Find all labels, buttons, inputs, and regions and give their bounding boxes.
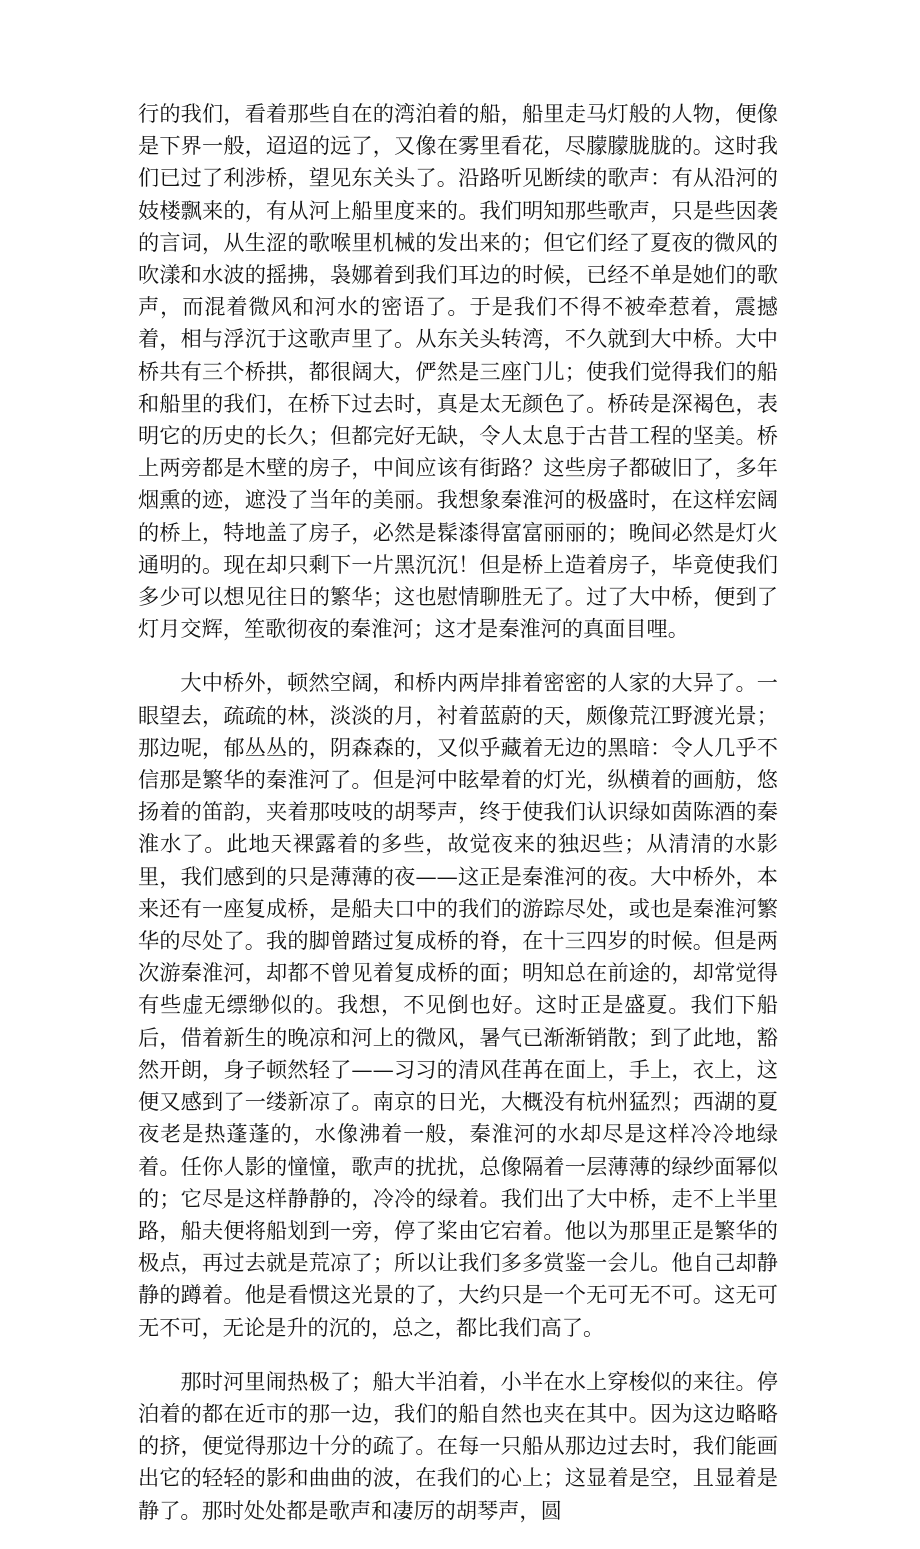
paragraph-1: 行的我们，看着那些自在的湾泊着的船，船里走马灯般的人物，便像是下界一般，迢迢的远了，又像在雾里看花，尽朦朦胧胧的。这时我们已过了利涉桥，望见东关头了。沿路听见断续的歌声：有从沿河的妓楼飘来的，有从河上船里度来的。我们明知那些歌声，只是些因袭的言词，从生涩的歌喉里机械的发出来的；但它们经了夏夜的微风的吹漾和水波的摇拂，袅娜着到我们耳边的时候，已经不单是她们的歌声，而混着微风和河水的密语了。于是我们不得不被牵惹着，震撼着，相与浮沉于这歌声里了。从东关头转湾，不久就到大中桥。大中桥共有三个桥拱，都很阔大，俨然是三座门儿；使我们觉得我们的船和船里的我们，在桥下过去时，真是太无颜色了。桥砖是深褐色，表明它的历史的长久；但都完好无缺，令人太息于古昔工程的坚美。桥上两旁都是木壁的房子，中间应该有街路？这些房子都破旧了，多年烟熏的迹，遮没了当年的美丽。我想象秦淮河的极盛时，在这样宏阔的桥上，特地盖了房子，必然是髹漆得富富丽丽的；晚间必然是灯火通明的。现在却只剩下一片黑沉沉！但是桥上造着房子，毕竟使我们多少可以想见往日的繁华；这也慰情聊胜无了。过了大中桥，便到了灯月交辉，笙歌彻夜的秦淮河；这才是秦淮河的真面目哩。 — [138, 101, 778, 642]
paragraph-2: 大中桥外，顿然空阔，和桥内两岸排着密密的人家的大异了。一眼望去，疏疏的林，淡淡的月，衬着蓝蔚的天，颇像荒江野渡光景；那边呢，郁丛丛的，阴森森的，又似乎藏着无边的黑暗：令人几乎不信那是繁华的秦淮河了。但是河中眩晕着的灯光，纵横着的画舫，悠扬着的笛韵，夹着那吱吱的胡琴声，终于使我们认识绿如茵陈酒的秦淮水了。此地天裸露着的多些，故觉夜来的独迟些；从清清的水影里，我们感到的只是薄薄的夜——这正是秦淮河的夜。大中桥外，本来还有一座复成桥，是船夫口中的我们的游踪尽处，或也是秦淮河繁华的尽处了。我的脚曾踏过复成桥的脊，在十三四岁的时候。但是两次游秦淮河，却都不曾见着复成桥的面；明知总在前途的，却常觉得有些虚无缥缈似的。我想，不见倒也好。这时正是盛夏。我们下船后，借着新生的晚凉和河上的微风，暑气已渐渐销散；到了此地，豁然开朗，身子顿然轻了——习习的清风荏苒在面上，手上，衣上，这便又感到了一缕新凉了。南京的日光，大概没有杭州猛烈；西湖的夏夜老是热蓬蓬的，水像沸着一般，秦淮河的水却尽是这样冷冷地绿着。任你人影的憧憧，歌声的扰扰，总像隔着一层薄薄的绿纱面幂似的；它尽是这样静静的，冷冷的绿着。我们出了大中桥，走不上半里路，船夫便将船划到一旁，停了桨由它宕着。他以为那里正是繁华的极点，再过去就是荒凉了；所以让我们多多赏鉴一会儿。他自己却静静的蹲着。他是看惯这光景的了，大约只是一个无可无不可。这无可无不可，无论是升的沉的，总之，都比我们高了。 — [138, 670, 778, 1340]
paragraph-3: 那时河里闹热极了；船大半泊着，小半在水上穿梭似的来往。停泊着的都在近市的那一边，我们的船自然也夹在其中。因为这边略略的挤，便觉得那边十分的疏了。在每一只船从那边过去时，我们能画出它的轻轻的影和曲曲的波，在我们的心上；这显着是空，且显着是静了。那时处处都是歌声和凄厉的胡琴声，圆 — [138, 1368, 778, 1523]
document-page — [138, 98, 778, 1549]
